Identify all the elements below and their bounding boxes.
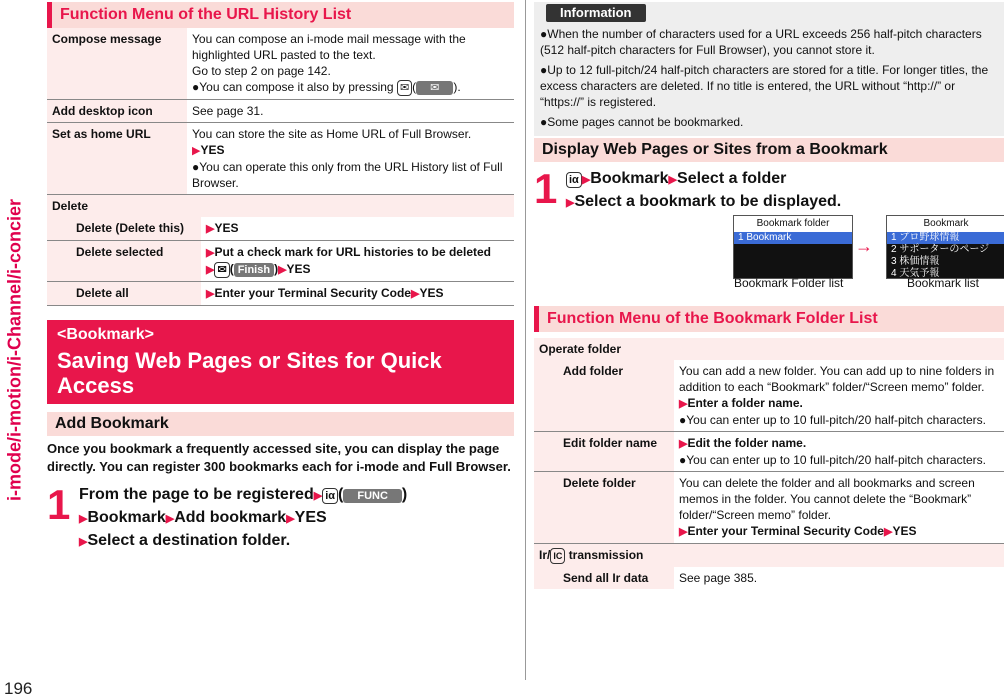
desc-line: You can compose an i-mode mail message with the highlighted URL pasted to the text. [192, 32, 466, 62]
desc-line [192, 142, 509, 159]
step-text: Select a bookmark to be displayed. [574, 193, 842, 210]
info-content [534, 2, 1004, 136]
row-label: Compose message [47, 28, 187, 100]
step-text: Bookmark [87, 509, 166, 526]
arrow-icon: ▶ [679, 438, 688, 450]
desc-line [679, 435, 999, 452]
infrared-icon: IC [550, 548, 565, 564]
arrow-icon: ▶ [566, 197, 575, 209]
arrow-icon: ▶ [79, 536, 88, 548]
arrow-icon: ▶ [206, 264, 215, 276]
step-number: 1 [47, 481, 71, 528]
table-row [47, 217, 514, 241]
arrow-icon: ▶ [206, 288, 215, 300]
row-label: Edit folder name [558, 432, 674, 472]
step-text: Add bookmark [174, 509, 287, 526]
desc-line: Go to step 2 on page 142. [192, 64, 331, 78]
yes-text: YES [419, 286, 444, 300]
screen-title: Bookmark [887, 216, 1004, 232]
yes-text: YES [892, 524, 917, 538]
screen-row: 1 Bookmark [734, 232, 852, 244]
ir-label-2: transmission [568, 548, 644, 562]
row-label: Set as home URL [47, 123, 187, 195]
url-history-menu [47, 2, 514, 306]
desc-text: ●You can compose it also by pressing [192, 80, 394, 94]
step-text: Select a destination folder. [87, 532, 291, 549]
desc-note: ●You can operate this only from the URL History list of Full Browser. [192, 160, 503, 190]
table-row [534, 472, 1004, 544]
desc-line: You can store the site as Home URL of Full Browser. [192, 127, 472, 141]
desc-text: Enter a folder name. [687, 396, 803, 410]
row-label: Delete selected [71, 241, 201, 282]
desc-line: ▶ ✉ ( Finish )▶YES [206, 262, 311, 276]
delete-subtable [47, 217, 514, 306]
row-label: Delete [47, 195, 514, 218]
side-tab-label: i-mode/i-motion/i-Channel/i-concier [4, 198, 25, 502]
row-label: Operate folder [534, 338, 1004, 360]
indent-cell [534, 472, 558, 544]
table-row [47, 100, 514, 123]
table-row [534, 338, 1004, 360]
info-item: ●Some pages cannot be bookmarked. [540, 115, 744, 129]
desc-line [679, 523, 999, 540]
i-alpha-key-icon: iα [566, 172, 582, 188]
section-title-box [47, 320, 514, 404]
section-tag: <Bookmark> [57, 326, 154, 343]
func-softkey: FUNC [343, 489, 402, 503]
side-tab [0, 0, 33, 698]
row-desc [187, 28, 514, 100]
table-row [47, 241, 514, 282]
desc-note: ●You can enter up to 10 full-pitch/20 half-pitch characters. [679, 453, 986, 467]
desc-line: You can add a new folder. You can add up to nine folders in addition to each “Bookmark” folder/“Screen memo” folder. [679, 364, 995, 394]
arrow-icon: ▶ [206, 247, 215, 259]
row-desc [674, 360, 1004, 432]
information-box [534, 2, 1004, 136]
desc-line: ●You can compose it also by pressing ✉ ( ✉ ). [192, 80, 461, 94]
arrow-icon: ▶ [581, 174, 591, 186]
indent-cell [534, 567, 558, 589]
screen-title: Bookmark folder [734, 216, 852, 232]
indent-cell [47, 217, 71, 241]
bookmark-folder-menu [534, 306, 1004, 589]
row-desc: See page 31. [192, 104, 264, 118]
finish-softkey: Finish [234, 263, 274, 277]
arrow-right-icon: → [855, 236, 873, 256]
info-tag: Information [546, 4, 646, 22]
arrow-icon: ▶ [165, 513, 175, 525]
indent-cell [47, 241, 71, 282]
desc-text: Enter your Terminal Security Code [687, 524, 884, 538]
table-row [47, 28, 514, 100]
row-label: Delete folder [558, 472, 674, 544]
desc-line [679, 395, 999, 412]
row-desc [201, 217, 514, 241]
arrow-icon: ▶ [192, 145, 201, 157]
screen-row: 3 株価情報 [891, 256, 940, 267]
step-line [79, 530, 514, 553]
step-line: From the page to be registered▶ iα ( FUNC ) [79, 486, 408, 503]
display-step-1 [534, 165, 1004, 214]
row-label: Delete all [71, 282, 201, 306]
step-number: 1 [534, 165, 558, 212]
info-item: ●When the number of characters used for a URL exceeds 256 half-pitch characters (512 half-pitch characters for Full Browser), you cannot store it. [540, 27, 982, 57]
mail-key-icon: ✉ [214, 262, 229, 278]
step-line [566, 191, 1004, 214]
section-title: Saving Web Pages or Sites for Quick Access [57, 348, 442, 398]
table-row [534, 432, 1004, 472]
table-row [534, 567, 1004, 589]
mail-softkey-icon: ✉ [416, 81, 453, 95]
row-desc [674, 432, 1004, 472]
subsection-title: Add Bookmark [47, 412, 514, 436]
info-item: ●Up to 12 full-pitch/24 half-pitch characters are stored for a title. For longer titles, the excess characters are deleted. If no title is entered, the URL without “http://” or “https://” is registered. [540, 63, 989, 109]
url-history-menu-header: Function Menu of the URL History List [47, 2, 514, 28]
i-alpha-key-icon: iα [322, 488, 338, 504]
desc-text: Put a check mark for URL histories to be deleted [214, 245, 491, 259]
step-text: Bookmark [590, 170, 669, 187]
row-desc [201, 282, 514, 306]
arrow-icon: ▶ [278, 264, 287, 276]
desc-text: YES [214, 221, 239, 235]
intro-text: Once you bookmark a frequently accessed site, you can display the page directly. You can register 300 bookmarks each for i-mode and Full Browser. [47, 441, 511, 474]
row-label: Delete (Delete this) [71, 217, 201, 241]
screen-caption: Bookmark list [907, 276, 980, 290]
row-desc [187, 123, 514, 195]
arrow-icon: ▶ [679, 526, 688, 538]
step-1 [47, 481, 514, 553]
folder-menu-header: Function Menu of the Bookmark Folder List [534, 306, 1004, 332]
row-label: Add folder [558, 360, 674, 432]
row-desc [674, 472, 1004, 544]
url-history-table [47, 28, 514, 217]
table-row [47, 123, 514, 195]
ir-label: Ir/ [539, 548, 551, 562]
indent-cell [534, 432, 558, 472]
bookmark-folder-screen [733, 215, 853, 279]
row-desc [201, 241, 514, 282]
display-bookmark-section [534, 138, 1004, 214]
yes-text: YES [200, 143, 225, 157]
screen-row: 1 プロ野球情報 [887, 232, 1004, 244]
arrow-icon: ▶ [286, 513, 295, 525]
screen-caption: Bookmark Folder list [734, 276, 844, 290]
column-divider [525, 0, 526, 680]
indent-cell [534, 360, 558, 432]
step-text: YES [294, 509, 327, 526]
table-row [534, 360, 1004, 432]
desc-line: You can delete the folder and all bookmarks and screen memos in the folder. You cannot delete the “Bookmark” folder/“Screen memo” folder. [679, 476, 975, 522]
step-text: Select a folder [677, 170, 787, 187]
row-label [534, 544, 1004, 568]
screen-row: 2 サポーターのページ [891, 244, 990, 255]
indent-cell [47, 282, 71, 306]
row-desc: See page 385. [679, 571, 758, 585]
page-number: 196 [4, 679, 33, 698]
desc-note: ●You can enter up to 10 full-pitch/20 half-pitch characters. [679, 413, 986, 427]
display-header: Display Web Pages or Sites from a Bookmark [534, 138, 1004, 162]
desc-line [206, 244, 509, 261]
step-text: From the page to be registered [79, 486, 314, 503]
row-label: Send all Ir data [558, 567, 674, 589]
yes-text: YES [286, 262, 311, 276]
arrow-icon: ▶ [679, 398, 688, 410]
arrow-icon: ▶ [410, 288, 420, 300]
table-row [47, 195, 514, 218]
arrow-icon: ▶ [668, 174, 678, 186]
arrow-icon: ▶ [206, 223, 215, 235]
bookmark-section [47, 320, 514, 553]
desc-text: Enter your Terminal Security Code [214, 286, 411, 300]
table-row [47, 282, 514, 306]
arrow-icon: ▶ [313, 490, 323, 502]
screen-row: 4 天気予報 [891, 268, 940, 279]
row-label: Add desktop icon [47, 100, 187, 123]
folder-menu-table [534, 338, 1004, 589]
arrow-icon: ▶ [79, 513, 88, 525]
mail-key-icon: ✉ [397, 80, 412, 96]
bookmark-list-screen [886, 215, 1004, 279]
step-line [566, 168, 1004, 191]
desc-text: Edit the folder name. [687, 436, 807, 450]
step-line [79, 507, 514, 530]
table-row [534, 544, 1004, 568]
arrow-icon: ▶ [883, 526, 893, 538]
